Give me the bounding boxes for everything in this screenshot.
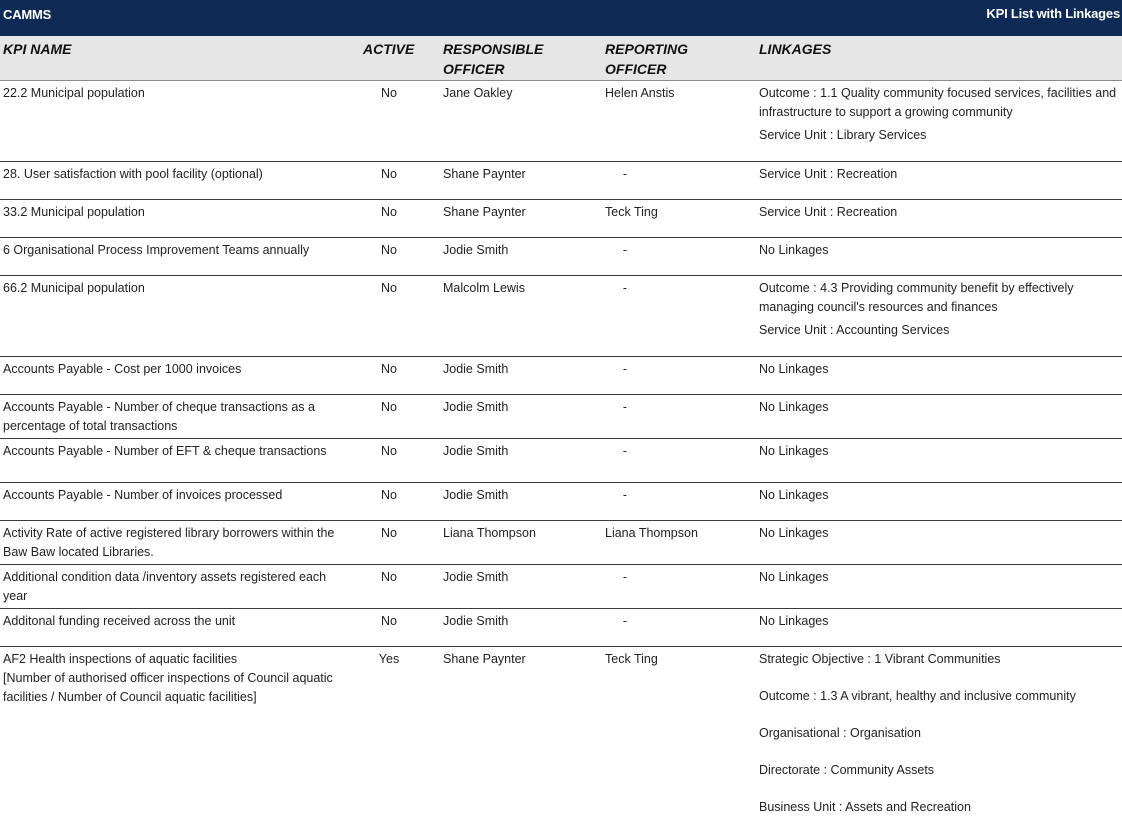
linkage-entry: No Linkages bbox=[759, 243, 829, 257]
reporting-officer-cell: - bbox=[622, 167, 628, 181]
responsible-officer-cell: Malcolm Lewis bbox=[443, 281, 525, 295]
column-header-responsible-officer: RESPONSIBLE OFFICER bbox=[443, 41, 544, 77]
linkage-entry: No Linkages bbox=[759, 488, 829, 502]
active-cell: No bbox=[381, 444, 397, 458]
linkage-entry: No Linkages bbox=[759, 570, 829, 584]
reporting-officer-cell: - bbox=[622, 243, 628, 257]
table-header bbox=[0, 36, 1122, 81]
linkages-cell bbox=[759, 612, 1119, 635]
linkage-entry: Outcome : 1.3 A vibrant, healthy and inclusive community bbox=[759, 689, 1076, 703]
table-row bbox=[0, 162, 1122, 200]
table-row bbox=[0, 609, 1122, 647]
reporting-officer-cell: - bbox=[622, 362, 628, 376]
linkages-cell bbox=[759, 241, 1119, 264]
linkage-entry: No Linkages bbox=[759, 400, 829, 414]
kpi-name-cell: 66.2 Municipal population bbox=[3, 281, 145, 295]
linkages-cell bbox=[759, 486, 1119, 509]
kpi-name-cell: Accounts Payable - Number of cheque transactions as a percentage of total transactions bbox=[3, 400, 315, 433]
reporting-officer-cell: - bbox=[622, 614, 628, 628]
responsible-officer-cell: Liana Thompson bbox=[443, 526, 536, 540]
kpi-name-cell: Accounts Payable - Cost per 1000 invoices bbox=[3, 362, 242, 376]
linkage-entry: Outcome : 4.3 Providing community benefit by effectively managing council's resources and finances bbox=[759, 281, 1074, 314]
active-cell: Yes bbox=[378, 652, 400, 666]
linkage-entry: No Linkages bbox=[759, 362, 829, 376]
responsible-officer-cell: Shane Paynter bbox=[443, 167, 526, 181]
kpi-name-cell: 28. User satisfaction with pool facility (optional) bbox=[3, 167, 263, 181]
table-row bbox=[0, 521, 1122, 565]
linkages-cell bbox=[759, 165, 1119, 188]
active-cell: No bbox=[381, 86, 397, 100]
linkage-entry: Business Unit : Assets and Recreation bbox=[759, 800, 971, 814]
reporting-officer-cell: - bbox=[622, 488, 628, 502]
column-header-reporting-officer: REPORTING OFFICER bbox=[605, 41, 688, 77]
report-header-bar bbox=[0, 0, 1122, 36]
linkages-cell bbox=[759, 650, 1119, 835]
linkage-entry: Outcome : 1.1 Quality community focused services, facilities and infrastructure to support a growing community bbox=[759, 86, 1117, 119]
responsible-officer-cell: Jodie Smith bbox=[443, 614, 509, 628]
kpi-name-cell: 6 Organisational Process Improvement Teams annually bbox=[3, 243, 310, 257]
linkages-cell bbox=[759, 279, 1119, 344]
table-row bbox=[0, 439, 1122, 483]
table-row bbox=[0, 565, 1122, 609]
reporting-officer-cell: - bbox=[622, 281, 628, 295]
active-cell: No bbox=[381, 243, 397, 257]
reporting-officer-cell: - bbox=[622, 570, 628, 584]
report-title: KPI List with Linkages bbox=[986, 6, 1120, 21]
linkages-cell bbox=[759, 442, 1119, 465]
linkage-entry: Service Unit : Recreation bbox=[759, 205, 898, 219]
active-cell: No bbox=[381, 614, 397, 628]
linkages-cell bbox=[759, 203, 1119, 226]
linkage-entry: No Linkages bbox=[759, 526, 829, 540]
linkage-entry: Service Unit : Library Services bbox=[759, 128, 927, 142]
kpi-table-body bbox=[0, 81, 1122, 822]
reporting-officer-cell: Teck Ting bbox=[605, 652, 658, 666]
linkages-cell bbox=[759, 360, 1119, 383]
active-cell: No bbox=[381, 362, 397, 376]
kpi-name-cell: 33.2 Municipal population bbox=[3, 205, 145, 219]
table-row bbox=[0, 200, 1122, 238]
kpi-name-cell: Additional condition data /inventory assets registered each year bbox=[3, 570, 327, 603]
table-row bbox=[0, 81, 1122, 162]
kpi-name-cell: Additonal funding received across the unit bbox=[3, 614, 236, 628]
linkage-entry: Strategic Objective : 1 Vibrant Communities bbox=[759, 652, 1001, 666]
linkage-entry: No Linkages bbox=[759, 614, 829, 628]
kpi-name-cell: AF2 Health inspections of aquatic facilities [Number of authorised officer inspections of Council aquatic facilities / Number of Council aquatic facilities] bbox=[3, 652, 333, 704]
active-cell: No bbox=[381, 488, 397, 502]
kpi-name-cell: Accounts Payable - Number of invoices processed bbox=[3, 488, 283, 502]
table-row bbox=[0, 483, 1122, 521]
active-cell: No bbox=[381, 400, 397, 414]
responsible-officer-cell: Jodie Smith bbox=[443, 243, 509, 257]
table-row bbox=[0, 395, 1122, 439]
reporting-officer-cell: Helen Anstis bbox=[605, 86, 675, 100]
responsible-officer-cell: Jodie Smith bbox=[443, 362, 509, 376]
active-cell: No bbox=[381, 570, 397, 584]
responsible-officer-cell: Jodie Smith bbox=[443, 444, 509, 458]
linkage-entry: Organisational : Organisation bbox=[759, 726, 921, 740]
table-row bbox=[0, 276, 1122, 357]
table-row bbox=[0, 357, 1122, 395]
active-cell: No bbox=[381, 526, 397, 540]
responsible-officer-cell: Jodie Smith bbox=[443, 400, 509, 414]
linkage-entry: Service Unit : Recreation bbox=[759, 167, 898, 181]
linkages-cell bbox=[759, 84, 1119, 149]
kpi-name-cell: Activity Rate of active registered library borrowers within the Baw Baw located Libraries. bbox=[3, 526, 335, 559]
responsible-officer-cell: Jodie Smith bbox=[443, 488, 509, 502]
linkage-entry: No Linkages bbox=[759, 444, 829, 458]
reporting-officer-cell: Teck Ting bbox=[605, 205, 658, 219]
active-cell: No bbox=[381, 205, 397, 219]
column-header-kpi-name: KPI NAME bbox=[3, 41, 72, 57]
column-header-active: ACTIVE bbox=[363, 41, 415, 57]
responsible-officer-cell: Jodie Smith bbox=[443, 570, 509, 584]
app-name: CAMMS bbox=[3, 7, 52, 22]
active-cell: No bbox=[381, 167, 397, 181]
table-row bbox=[0, 647, 1122, 822]
linkages-cell bbox=[759, 398, 1119, 421]
linkage-entry: Directorate : Community Assets bbox=[759, 763, 935, 777]
responsible-officer-cell: Shane Paynter bbox=[443, 205, 526, 219]
kpi-name-cell: 22.2 Municipal population bbox=[3, 86, 145, 100]
reporting-officer-cell: - bbox=[622, 444, 628, 458]
responsible-officer-cell: Shane Paynter bbox=[443, 652, 526, 666]
column-header-linkages: LINKAGES bbox=[759, 41, 832, 57]
table-row bbox=[0, 238, 1122, 276]
linkage-entry: Service Unit : Accounting Services bbox=[759, 323, 950, 337]
kpi-name-cell: Accounts Payable - Number of EFT & cheque transactions bbox=[3, 444, 327, 458]
linkages-cell bbox=[759, 568, 1119, 591]
responsible-officer-cell: Jane Oakley bbox=[443, 86, 513, 100]
reporting-officer-cell: Liana Thompson bbox=[605, 526, 698, 540]
linkages-cell bbox=[759, 524, 1119, 547]
active-cell: No bbox=[381, 281, 397, 295]
reporting-officer-cell: - bbox=[622, 400, 628, 414]
